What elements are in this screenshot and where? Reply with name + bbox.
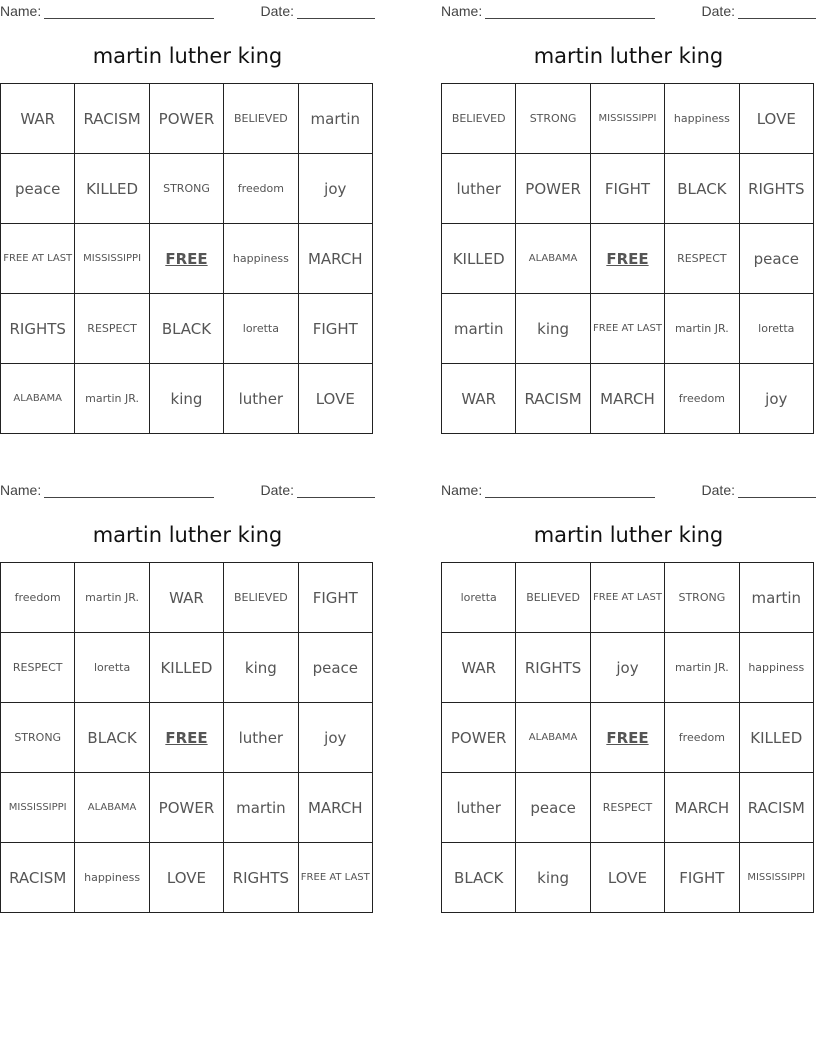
- date-field: [261, 3, 375, 19]
- grid-cell: king: [149, 364, 223, 434]
- grid-cell: KILLED: [149, 633, 223, 703]
- grid-cell: STRONG: [1, 703, 75, 773]
- card-header: [0, 0, 375, 20]
- grid-cell: peace: [1, 154, 75, 224]
- grid-cell: RIGHTS: [1, 294, 75, 364]
- grid-cell: POWER: [149, 773, 223, 843]
- bingo-grid: [441, 562, 814, 913]
- date-label: Date:: [701, 3, 735, 19]
- grid-cell: MISSISSIPPI: [739, 843, 813, 913]
- grid-cell: peace: [298, 633, 372, 703]
- card-title: martin luther king: [533, 523, 724, 547]
- grid-cell: peace: [739, 224, 813, 294]
- card-title: martin luther king: [92, 523, 283, 547]
- bingo-card: [0, 479, 375, 919]
- grid-cell: BLACK: [149, 294, 223, 364]
- grid-cell: RIGHTS: [516, 633, 590, 703]
- grid-cell: WAR: [442, 633, 516, 703]
- grid-cell: luther: [224, 364, 298, 434]
- bingo-grid: [0, 83, 373, 434]
- grid-cell: KILLED: [75, 154, 149, 224]
- name-field: [441, 3, 655, 19]
- date-label: Date:: [260, 3, 294, 19]
- grid-row: [442, 364, 814, 434]
- grid-cell: FREE AT LAST: [590, 294, 664, 364]
- grid-row: [1, 294, 373, 364]
- grid-cell: happiness: [665, 84, 739, 154]
- grid-cell: martin: [442, 294, 516, 364]
- grid-row: [442, 773, 814, 843]
- grid-row: [1, 224, 373, 294]
- free-space-cell: FREE: [590, 224, 664, 294]
- grid-row: [442, 294, 814, 364]
- grid-cell: POWER: [516, 154, 590, 224]
- name-field: [0, 3, 214, 19]
- grid-cell: RESPECT: [75, 294, 149, 364]
- grid-cell: martin JR.: [75, 364, 149, 434]
- grid-cell: POWER: [149, 84, 223, 154]
- grid-cell: RESPECT: [1, 633, 75, 703]
- name-line: [44, 485, 214, 498]
- grid-cell: BELIEVED: [442, 84, 516, 154]
- grid-row: [1, 563, 373, 633]
- grid-cell: RACISM: [516, 364, 590, 434]
- grid-cell: king: [516, 294, 590, 364]
- grid-cell: ALABAMA: [516, 224, 590, 294]
- grid-cell: WAR: [442, 364, 516, 434]
- date-label: Date:: [260, 482, 294, 498]
- grid-cell: peace: [516, 773, 590, 843]
- grid-row: [442, 224, 814, 294]
- name-label: Name:: [0, 3, 42, 19]
- grid-cell: FREE AT LAST: [590, 563, 664, 633]
- date-field: [261, 482, 375, 498]
- grid-cell: MISSISSIPPI: [1, 773, 75, 843]
- free-space-cell: FREE: [149, 224, 223, 294]
- grid-cell: STRONG: [149, 154, 223, 224]
- free-space-cell: FREE: [149, 703, 223, 773]
- grid-row: [442, 633, 814, 703]
- date-line: [738, 485, 816, 498]
- name-field: [441, 482, 655, 498]
- grid-row: [442, 843, 814, 913]
- grid-cell: RACISM: [1, 843, 75, 913]
- grid-cell: FIGHT: [590, 154, 664, 224]
- grid-cell: BELIEVED: [224, 84, 298, 154]
- grid-cell: FIGHT: [298, 294, 372, 364]
- grid-row: [1, 364, 373, 434]
- card-title: martin luther king: [92, 44, 283, 68]
- bingo-card: [441, 0, 816, 440]
- bingo-card: [0, 0, 375, 440]
- grid-cell: MARCH: [590, 364, 664, 434]
- date-field: [702, 482, 816, 498]
- grid-row: [1, 843, 373, 913]
- name-label: Name:: [0, 482, 42, 498]
- grid-cell: FREE AT LAST: [298, 843, 372, 913]
- bingo-grid: [441, 83, 814, 434]
- grid-cell: martin: [739, 563, 813, 633]
- grid-row: [442, 154, 814, 224]
- grid-cell: luther: [224, 703, 298, 773]
- card-title: martin luther king: [533, 44, 724, 68]
- grid-cell: LOVE: [590, 843, 664, 913]
- grid-cell: MARCH: [665, 773, 739, 843]
- free-space-cell: FREE: [590, 703, 664, 773]
- grid-row: [1, 633, 373, 703]
- card-header: [0, 479, 375, 499]
- name-line: [44, 6, 214, 19]
- grid-cell: loretta: [224, 294, 298, 364]
- grid-cell: ALABAMA: [516, 703, 590, 773]
- grid-cell: FIGHT: [298, 563, 372, 633]
- grid-row: [442, 84, 814, 154]
- grid-cell: FREE AT LAST: [1, 224, 75, 294]
- grid-cell: RIGHTS: [739, 154, 813, 224]
- card-header: [441, 479, 816, 499]
- grid-cell: MISSISSIPPI: [75, 224, 149, 294]
- grid-cell: martin: [298, 84, 372, 154]
- grid-cell: WAR: [1, 84, 75, 154]
- grid-cell: martin: [224, 773, 298, 843]
- grid-cell: RESPECT: [590, 773, 664, 843]
- grid-cell: joy: [298, 154, 372, 224]
- grid-cell: BELIEVED: [516, 563, 590, 633]
- grid-cell: luther: [442, 154, 516, 224]
- date-line: [738, 6, 816, 19]
- date-field: [702, 3, 816, 19]
- grid-cell: KILLED: [739, 703, 813, 773]
- grid-cell: MISSISSIPPI: [590, 84, 664, 154]
- bingo-card: [441, 479, 816, 919]
- grid-cell: loretta: [75, 633, 149, 703]
- grid-cell: freedom: [224, 154, 298, 224]
- grid-cell: joy: [739, 364, 813, 434]
- grid-cell: LOVE: [149, 843, 223, 913]
- grid-cell: happiness: [75, 843, 149, 913]
- grid-cell: martin JR.: [665, 633, 739, 703]
- grid-cell: joy: [590, 633, 664, 703]
- grid-cell: happiness: [224, 224, 298, 294]
- name-label: Name:: [441, 3, 483, 19]
- grid-cell: LOVE: [298, 364, 372, 434]
- card-header: [441, 0, 816, 20]
- grid-row: [1, 154, 373, 224]
- grid-cell: joy: [298, 703, 372, 773]
- grid-row: [442, 563, 814, 633]
- grid-cell: ALABAMA: [75, 773, 149, 843]
- grid-cell: MARCH: [298, 773, 372, 843]
- grid-cell: freedom: [1, 563, 75, 633]
- bingo-grid: [0, 562, 373, 913]
- date-line: [297, 6, 375, 19]
- name-label: Name:: [441, 482, 483, 498]
- grid-cell: luther: [442, 773, 516, 843]
- grid-cell: WAR: [149, 563, 223, 633]
- grid-cell: RACISM: [739, 773, 813, 843]
- grid-cell: martin JR.: [665, 294, 739, 364]
- grid-cell: freedom: [665, 364, 739, 434]
- grid-cell: RESPECT: [665, 224, 739, 294]
- grid-cell: STRONG: [516, 84, 590, 154]
- grid-cell: BLACK: [75, 703, 149, 773]
- name-field: [0, 482, 214, 498]
- grid-cell: loretta: [442, 563, 516, 633]
- grid-cell: BLACK: [442, 843, 516, 913]
- grid-cell: happiness: [739, 633, 813, 703]
- grid-cell: loretta: [739, 294, 813, 364]
- grid-cell: MARCH: [298, 224, 372, 294]
- grid-cell: martin JR.: [75, 563, 149, 633]
- grid-row: [1, 703, 373, 773]
- grid-cell: KILLED: [442, 224, 516, 294]
- grid-cell: ALABAMA: [1, 364, 75, 434]
- grid-cell: RIGHTS: [224, 843, 298, 913]
- grid-cell: POWER: [442, 703, 516, 773]
- grid-cell: STRONG: [665, 563, 739, 633]
- name-line: [485, 485, 655, 498]
- grid-cell: FIGHT: [665, 843, 739, 913]
- grid-cell: BELIEVED: [224, 563, 298, 633]
- grid-cell: king: [516, 843, 590, 913]
- grid-cell: king: [224, 633, 298, 703]
- grid-cell: RACISM: [75, 84, 149, 154]
- grid-cell: BLACK: [665, 154, 739, 224]
- date-label: Date:: [701, 482, 735, 498]
- grid-cell: freedom: [665, 703, 739, 773]
- grid-cell: LOVE: [739, 84, 813, 154]
- date-line: [297, 485, 375, 498]
- name-line: [485, 6, 655, 19]
- grid-row: [1, 84, 373, 154]
- grid-row: [442, 703, 814, 773]
- grid-row: [1, 773, 373, 843]
